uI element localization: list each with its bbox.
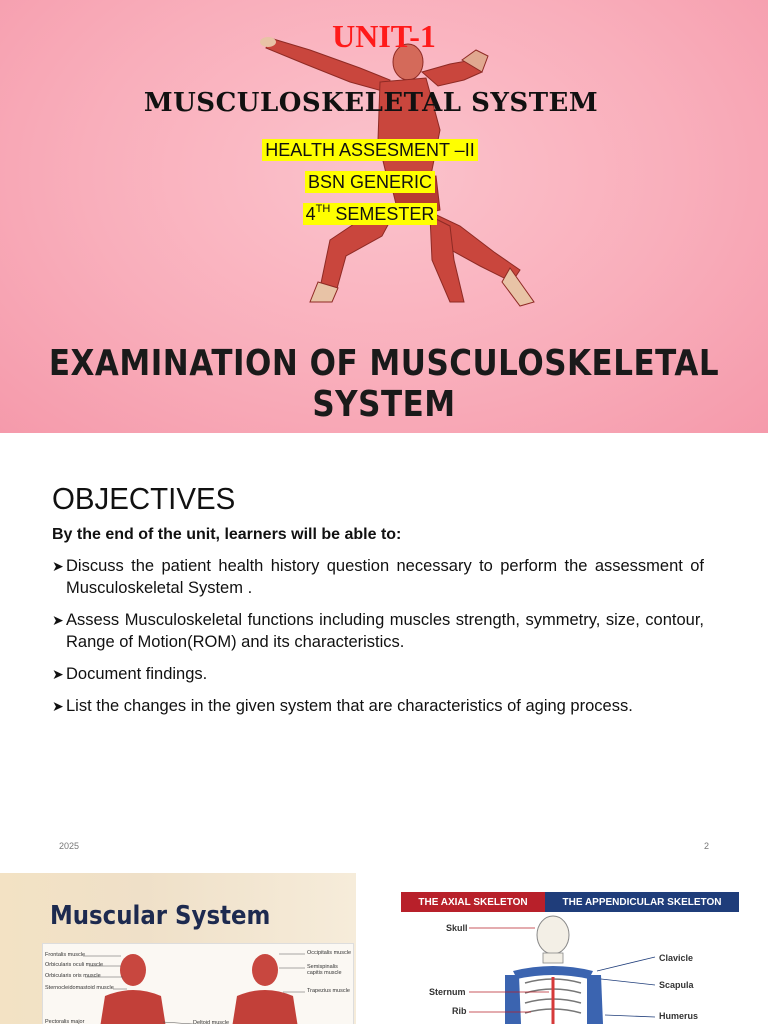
objective-text: Assess Musculoskeletal functions including muscles strength, symmetry, size, contour, Range of Motion(ROM) and its characteristics. <box>66 611 704 651</box>
program-line <box>0 172 740 193</box>
skeleton-label-clavicle: Clavicle <box>659 953 694 963</box>
objective-item <box>52 609 704 653</box>
objectives-list <box>52 555 704 727</box>
semester-number: 4 <box>305 204 316 224</box>
muscle-label: Semispinalis capitis muscle <box>307 964 342 976</box>
skeleton-header <box>401 892 739 912</box>
arrow-bullet-icon: ➤ <box>52 612 64 628</box>
semester-label <box>303 203 438 225</box>
anatomy-slide <box>0 865 768 1024</box>
muscular-system-panel <box>0 873 356 1024</box>
muscular-system-title: Muscular System <box>50 901 271 931</box>
skeleton-label-skull: Skull <box>446 923 468 933</box>
muscle-label: Orbicularis oris muscle <box>45 973 101 979</box>
objective-text: List the changes in the given system that are characteristics of aging process. <box>66 697 633 715</box>
page-number: 2 <box>704 841 710 851</box>
course-name: HEALTH ASSESMENT –II <box>262 139 477 161</box>
skeleton-label-scapula: Scapula <box>659 980 694 990</box>
examination-title: EXAMINATION OF MUSCULOSKELETAL SYSTEM <box>48 342 720 426</box>
objectives-heading: OBJECTIVES <box>52 481 236 516</box>
slide-main-title: MUSCULOSKELETAL SYSTEM <box>143 88 599 118</box>
axial-skeleton-header: THE AXIAL SKELETON <box>401 892 545 912</box>
muscle-label: Trapezius muscle <box>307 988 350 994</box>
program-name: BSN GENERIC <box>305 171 435 193</box>
title-slide <box>0 0 768 433</box>
muscle-label: Frontalis muscle <box>45 952 86 958</box>
muscle-figures-image <box>43 944 355 1024</box>
muscle-label: Orbicularis oculi muscle <box>45 962 104 968</box>
semester-superscript: TH <box>315 203 331 215</box>
arrow-bullet-icon: ➤ <box>52 698 64 714</box>
arrow-bullet-icon: ➤ <box>52 666 64 682</box>
muscle-label: Occipitalis muscle <box>307 950 352 956</box>
appendicular-skeleton-header: THE APPENDICULAR SKELETON <box>545 892 739 912</box>
muscle-label: Deltoid muscle <box>193 1020 230 1024</box>
footer-year: 2025 <box>59 841 80 851</box>
course-line <box>0 140 740 161</box>
arrow-bullet-icon: ➤ <box>52 558 64 574</box>
muscle-label: Pectoralis major <box>45 1019 85 1024</box>
objectives-slide <box>0 433 768 865</box>
skeleton-label-rib: Rib <box>452 1006 467 1016</box>
objective-item <box>52 663 704 685</box>
semester-word: SEMESTER <box>330 204 435 224</box>
muscle-label: Sternocleidomastoid muscle <box>45 985 114 991</box>
unit-title: UNIT-1 <box>332 18 436 54</box>
objective-item <box>52 555 704 599</box>
objective-text: Discuss the patient health history question necessary to perform the assessment of Musculoskeletal System . <box>66 557 704 597</box>
skeleton-label-sternum: Sternum <box>429 987 466 997</box>
muscle-figure-image <box>250 20 550 320</box>
objective-text: Document findings. <box>66 665 208 683</box>
semester-line <box>0 204 740 225</box>
objective-item <box>52 695 704 717</box>
objectives-intro: By the end of the unit, learners will be able to: <box>52 526 402 543</box>
skeleton-label-humerus: Humerus <box>659 1011 699 1021</box>
muscle-diagram <box>42 943 354 1024</box>
